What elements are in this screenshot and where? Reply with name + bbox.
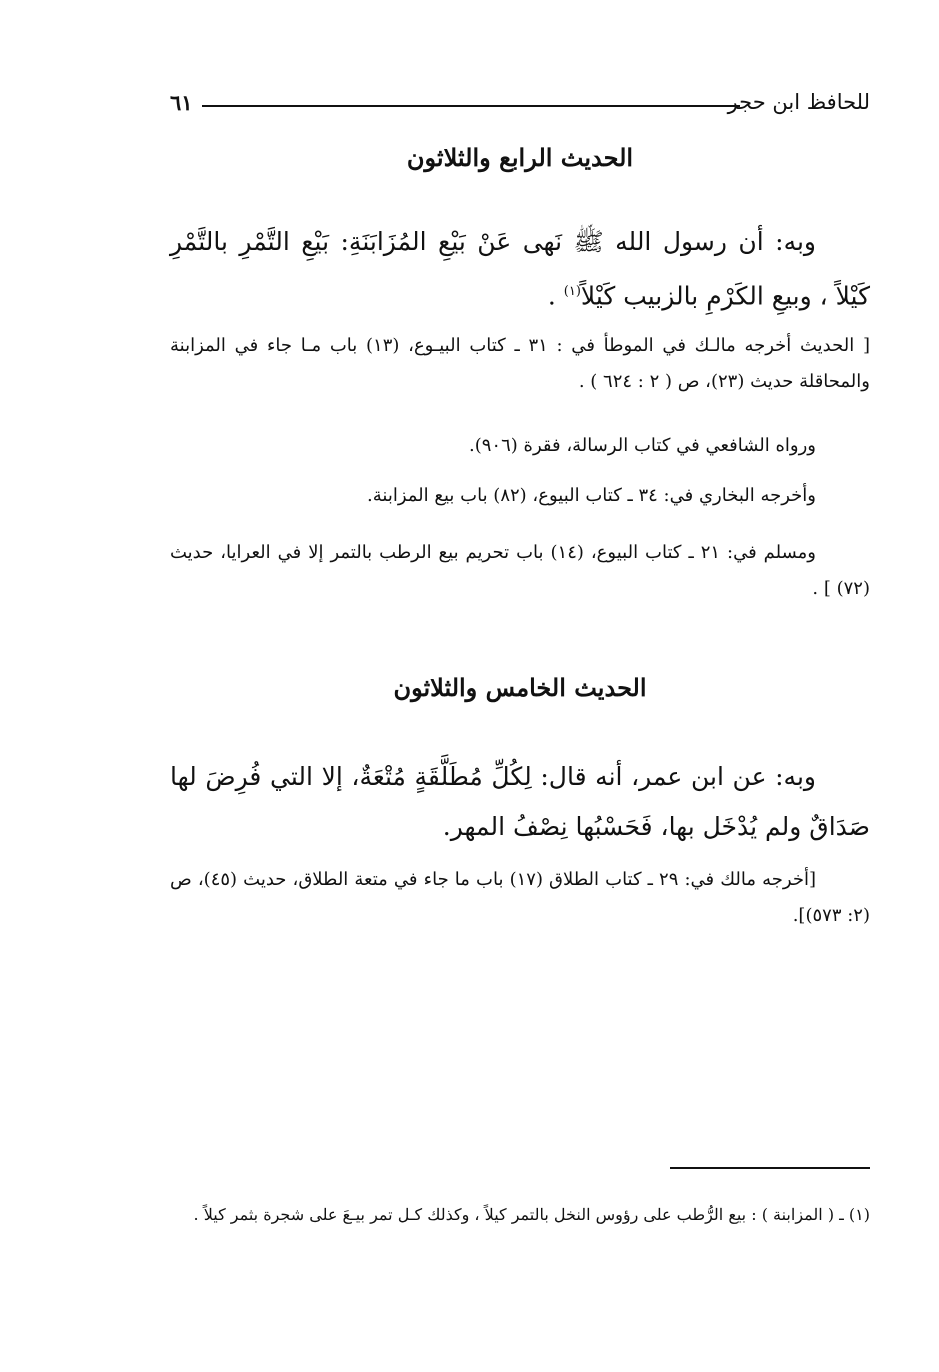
hadith-34-main: وبه: أن رسول الله ﷺ نَهى عَنْ بَيْعِ المُزَابَنَةِ: بَيْعِ التَّمْرِ بالتَّمْرِ كَيْلاً ، وبيعِ الكَرْمِ بالزبيب كَيْلاً	[170, 227, 870, 311]
footnote-1: (١) ـ ( المزابنة ) : بيع الرُّطب على رؤوس النخل بالتمر كيلاً ، وكذلك كـل تمر بيـعَ على شجرة بثمر كيلاً .	[193, 1205, 870, 1224]
hadith-35-text: وبه: عن ابن عمر، أنه قال: لِكُلِّ مُطَلَّقَةٍ مُتْعَةٌ، إلا التي فُرِضَ لها صَدَاقٌ ولم يُدْخَل بها، فَحَسْبُها نِصْفُ المهر.	[170, 762, 870, 841]
hadith-34-note-3: وأخرجه البخاري في: ٣٤ ـ كتاب البيوع، (٨٢) باب بيع المزابنة.	[367, 485, 816, 506]
hadith-35-heading: الحديث الخامس والثلاثون	[393, 673, 647, 702]
hadith-34-text	[170, 217, 870, 321]
hadith-34-heading: الحديث الرابع والثلاثون	[406, 143, 634, 172]
hadith-35-note: [أخرجه مالك في: ٢٩ ـ كتاب الطلاق (١٧) باب ما جاء في متعة الطلاق، حديث (٤٥)، ص (٢: ٥٧٣)].	[170, 869, 870, 926]
footnote-rule	[670, 1167, 870, 1169]
hadith-34-note-4: ومسلم في: ٢١ ـ كتاب البيوع، (١٤) باب تحريم بيع الرطب بالتمر إلا في العرايا، حديث (٧٢) ] .	[170, 542, 870, 599]
header-rule	[202, 105, 740, 107]
running-header	[170, 90, 870, 120]
footnote-ref-1[interactable]: (١)	[563, 284, 581, 299]
hadith-34-end: .	[547, 281, 564, 311]
hadith-34-note-2: ورواه الشافعي في كتاب الرسالة، فقرة (٩٠٦).	[469, 435, 816, 456]
page-number: ٦١	[170, 90, 193, 115]
header-title: للحافظ ابن حجر	[727, 90, 870, 114]
hadith-34-note-1: [ الحديث أخرجه مالـك في الموطأ في : ٣١ ـ كتاب البيـوع، (١٣) باب مـا جاء في المزابنة والمحاقلة حديث (٢٣)، ص ( ٢ : ٦٢٤ ) .	[170, 335, 870, 392]
